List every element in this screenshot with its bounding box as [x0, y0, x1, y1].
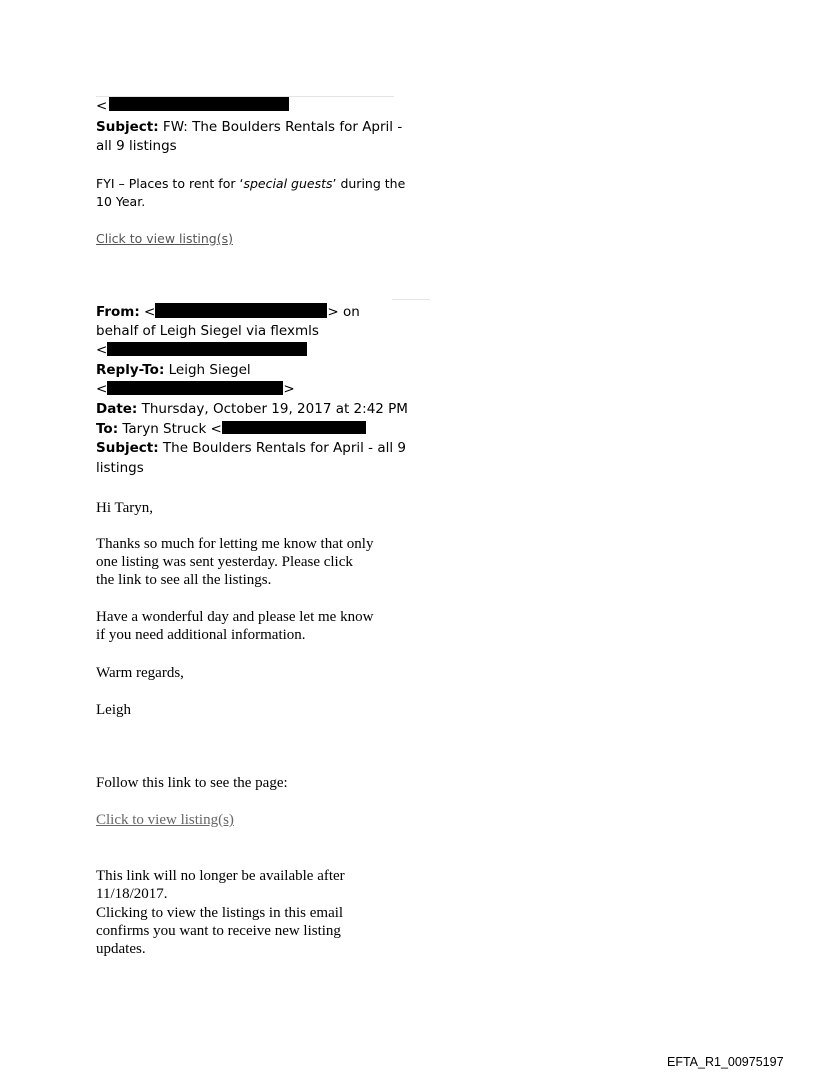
replyto-name: Leigh Siegel — [164, 362, 251, 378]
open-bracket: < — [96, 381, 108, 397]
redaction-bar — [107, 342, 307, 356]
fw-subject-line-1 — [96, 118, 402, 137]
fw-to-line — [96, 97, 289, 116]
redaction-bar — [222, 421, 366, 434]
replyto-line-2 — [96, 380, 295, 399]
closing: Warm regards, — [96, 665, 184, 681]
fw-subject-line-2: all 9 listings — [96, 138, 177, 154]
expire-line-2: 11/18/2017. — [96, 886, 168, 902]
signature: Leigh — [96, 702, 131, 718]
from-tail: > on — [327, 304, 360, 320]
fw-link-text[interactable]: Click to view listing(s) — [96, 231, 233, 246]
expire-line-4: confirms you want to receive new listing — [96, 923, 341, 939]
from-line — [96, 303, 360, 322]
expire-line-1: This link will no longer be available after — [96, 868, 345, 884]
paragraph-1-line-1: Thanks so much for letting me know that only — [96, 536, 374, 552]
fyi-line-1 — [96, 175, 405, 193]
link-text[interactable]: Click to view listing(s) — [96, 812, 234, 828]
fyi-line-2: 10 Year. — [96, 194, 146, 209]
redaction-bar — [109, 97, 289, 111]
from-line-3 — [96, 341, 307, 360]
open-bracket: < — [96, 98, 108, 114]
paragraph-2-line-2: if you need additional information. — [96, 627, 306, 643]
subject-label: Subject: — [96, 440, 159, 456]
follow-link-text: Follow this link to see the page: — [96, 775, 288, 791]
replyto-label: Reply-To: — [96, 362, 165, 378]
subject-text: The Boulders Rentals for April - all 9 — [158, 440, 407, 456]
fyi-text: FYI – Places to rent for ‘ — [96, 176, 244, 191]
date-line — [96, 400, 408, 419]
fyi-text: ’ during the — [332, 176, 406, 191]
fw-subject-label: Subject: — [96, 119, 159, 135]
fw-subject-text: FW: The Boulders Rentals for April - — [158, 119, 403, 135]
paragraph-2-line-1: Have a wonderful day and please let me know — [96, 609, 374, 625]
to-label: To: — [96, 421, 119, 437]
greeting: Hi Taryn, — [96, 500, 153, 516]
replyto-line — [96, 361, 251, 380]
redaction-bar — [107, 381, 283, 395]
expire-line-3: Clicking to view the listings in this email — [96, 905, 344, 921]
separator-mid — [392, 299, 430, 300]
date-label: Date: — [96, 401, 138, 417]
from-open: < — [139, 304, 156, 320]
open-bracket: < — [96, 342, 108, 358]
fyi-emphasis: special guests — [243, 176, 333, 191]
redaction-bar — [155, 303, 327, 318]
bates-number: EFTA_R1_00975197 — [667, 1055, 784, 1069]
view-listings-link[interactable] — [96, 811, 234, 829]
subject-line-2: listings — [96, 460, 144, 476]
close-bracket: > — [283, 381, 295, 397]
paragraph-1-line-2: one listing was sent yesterday. Please click — [96, 554, 353, 570]
subject-line-1 — [96, 439, 406, 458]
date-text: Thursday, October 19, 2017 at 2:42 PM — [137, 401, 408, 417]
from-line-2: behalf of Leigh Siegel via flexmls — [96, 323, 319, 339]
fw-view-listings-link[interactable] — [96, 229, 233, 249]
paragraph-1-line-3: the link to see all the listings. — [96, 572, 272, 588]
from-label: From: — [96, 304, 140, 320]
to-text: Taryn Struck < — [118, 421, 222, 437]
expire-line-5: updates. — [96, 941, 146, 957]
to-line — [96, 420, 366, 439]
